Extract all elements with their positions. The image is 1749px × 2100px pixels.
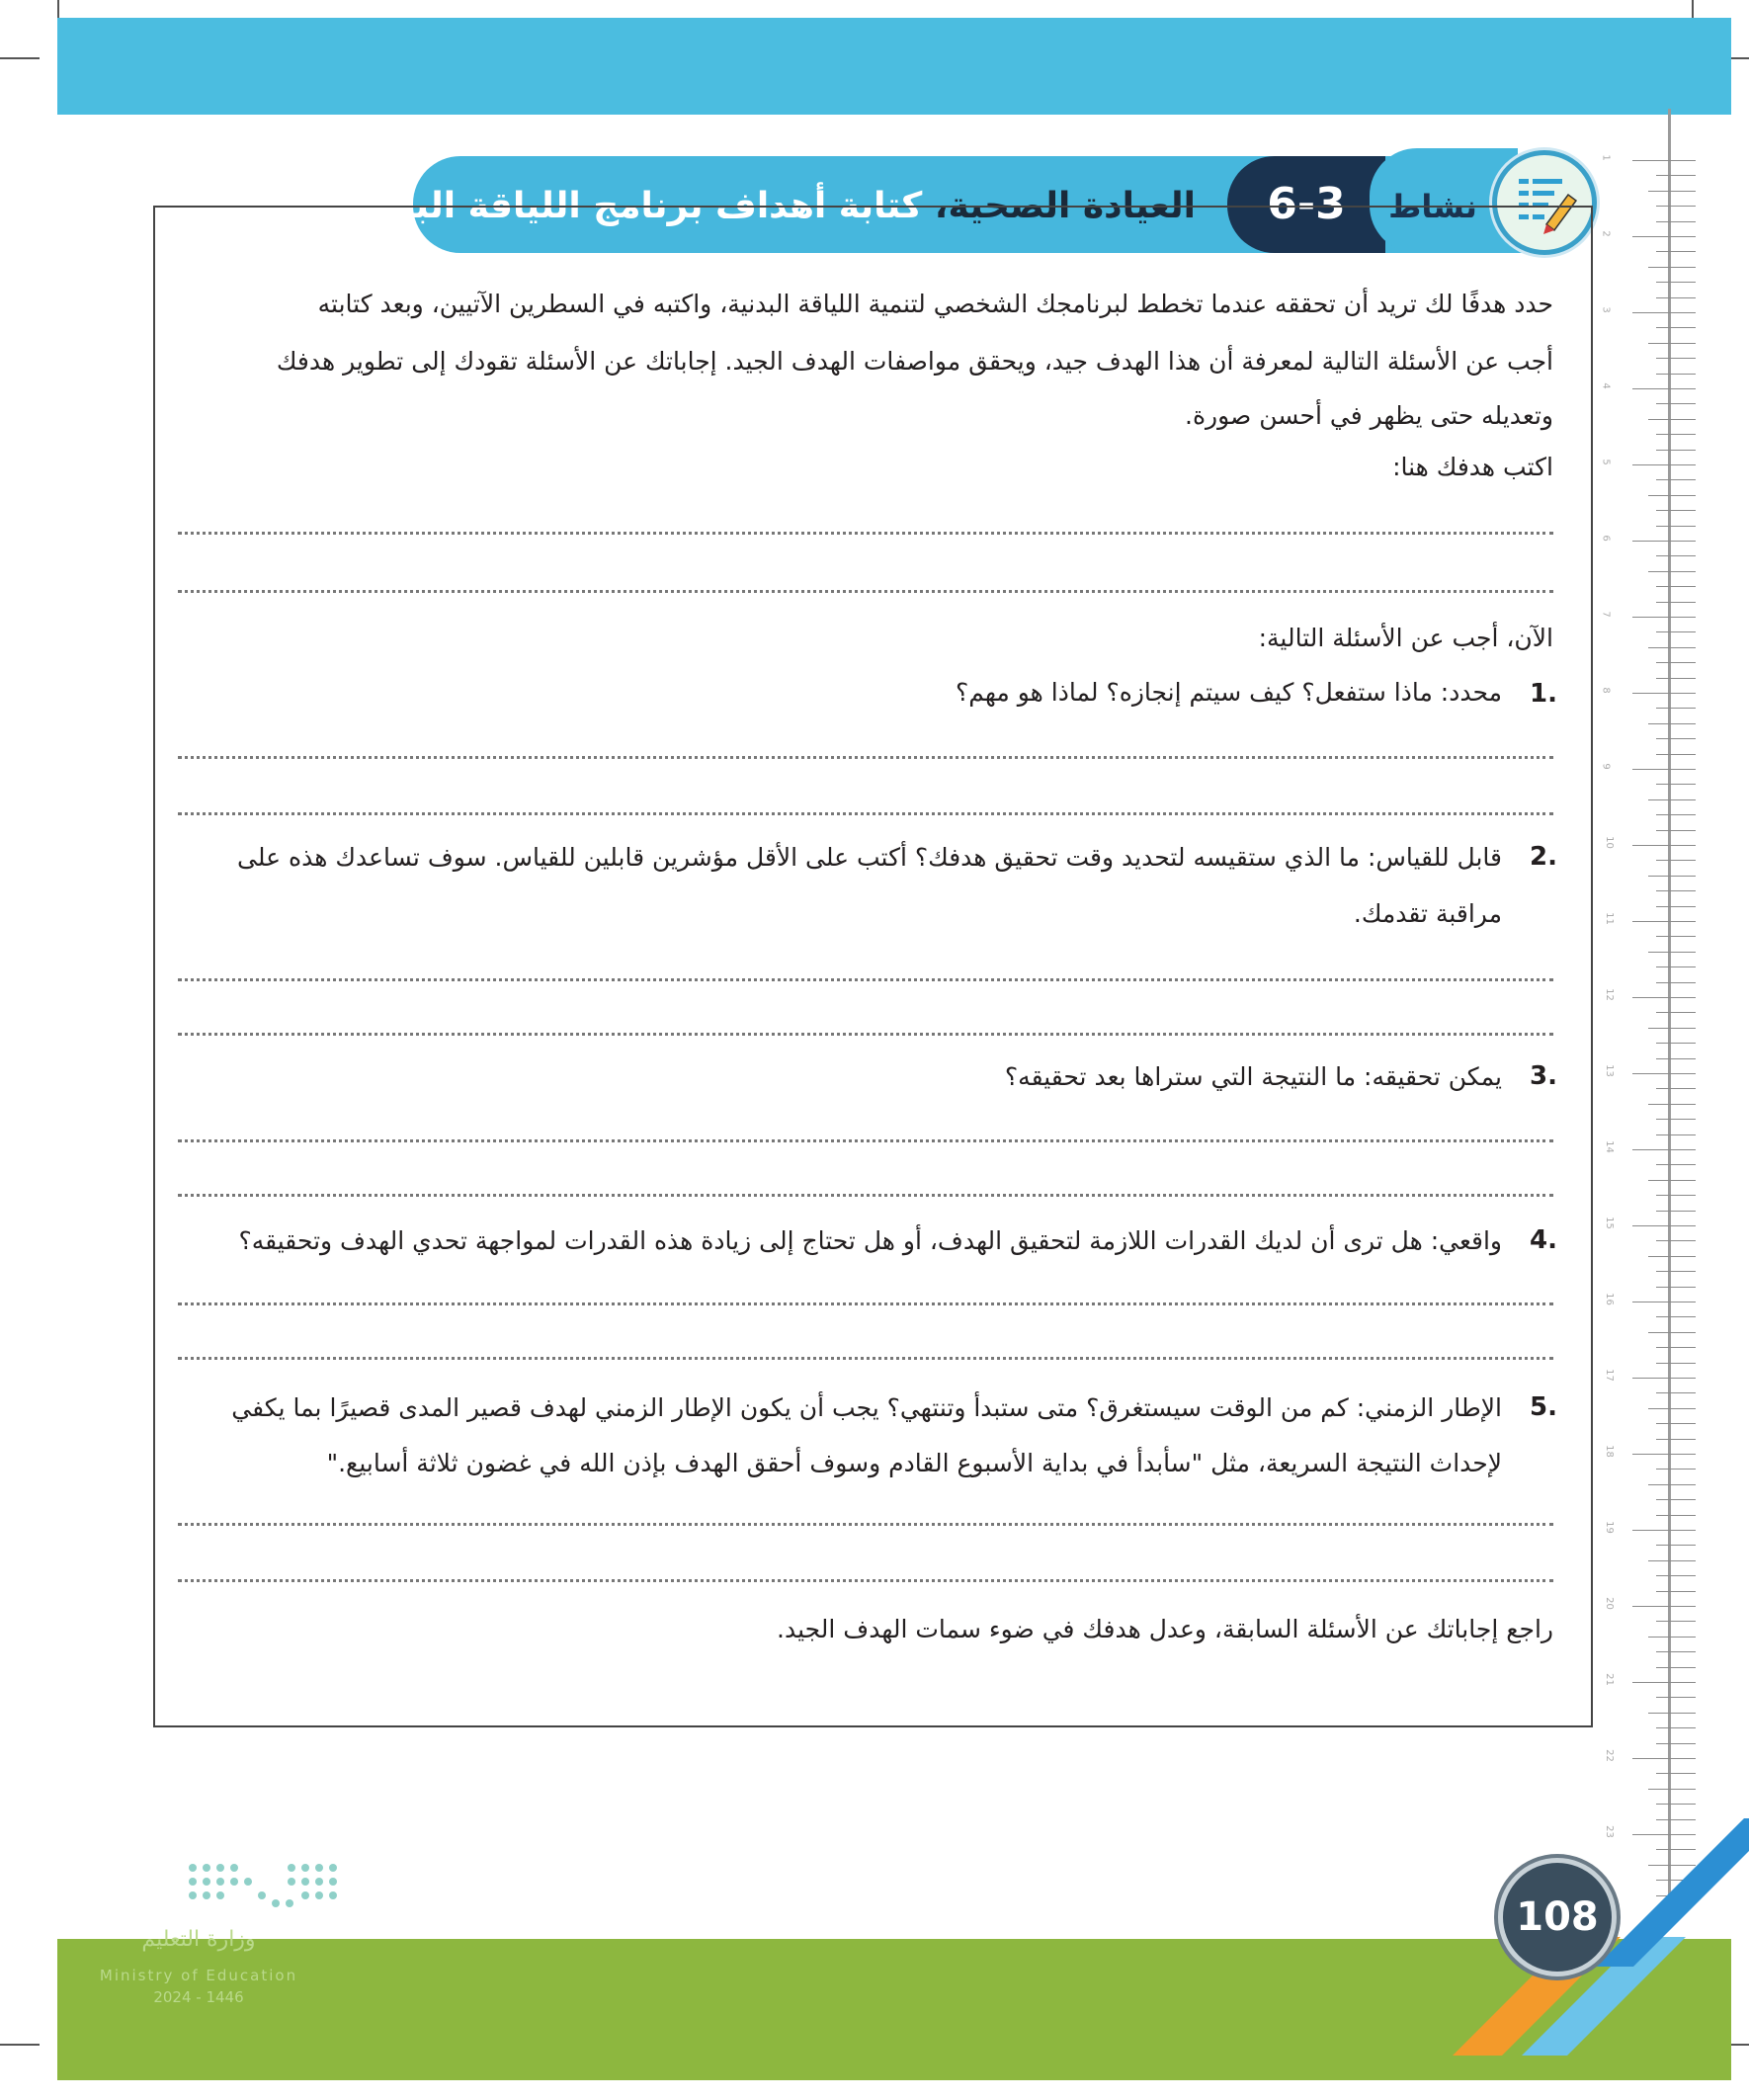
ruler-label: 17 (1603, 1369, 1615, 1382)
question-text: قابل للقياس: ما الذي ستقيسه لتحديد وقت تحقيق هدفك؟ أكتب على الأقل مؤشرين قابلين للقياس. سوف تساعدك هذه على (237, 843, 1502, 872)
ruler-tick (1648, 267, 1696, 268)
ruler-tick (1656, 1347, 1696, 1348)
ruler-tick (1656, 814, 1696, 815)
ruler-tick (1656, 175, 1696, 176)
ruler-tick (1656, 450, 1696, 451)
ruler-tick (1632, 464, 1696, 465)
write-goal-label: اكتب هدفك هنا: (1392, 453, 1553, 481)
ruler-tick (1632, 1149, 1696, 1150)
closing-instruction: راجع إجاباتك عن الأسئلة السابقة، وعدل هدفك في ضوء سمات الهدف الجيد. (777, 1615, 1553, 1643)
ruler-tick (1632, 160, 1696, 161)
answer-line[interactable] (178, 590, 1553, 593)
ruler-tick (1632, 1378, 1696, 1379)
ruler-label: 7 (1600, 611, 1612, 618)
ruler-tick (1632, 1225, 1696, 1226)
ruler-tick (1632, 997, 1696, 998)
ruler-tick (1648, 1713, 1696, 1714)
ruler-tick (1632, 1758, 1696, 1759)
ruler-tick (1632, 769, 1696, 770)
answer-line[interactable] (178, 1139, 1553, 1142)
ruler-label: 20 (1603, 1597, 1615, 1610)
ruler-label: 23 (1603, 1825, 1615, 1838)
ruler-tick (1656, 1119, 1696, 1120)
ruler-label: 14 (1603, 1140, 1615, 1153)
ruler-tick (1656, 221, 1696, 222)
ruler-label: 15 (1603, 1217, 1615, 1229)
ruler-tick (1656, 1667, 1696, 1668)
ruler-tick (1656, 1499, 1696, 1500)
question-text: محدد: ماذا ستفعل؟ كيف سيتم إنجازه؟ لماذا هو مهم؟ (955, 678, 1502, 707)
ruler-tick (1648, 1332, 1696, 1333)
ruler-tick (1656, 206, 1696, 207)
ruler-tick (1656, 860, 1696, 861)
ruler-label: 5 (1600, 459, 1612, 465)
ruler-tick (1656, 1134, 1696, 1135)
question-number: 3. (1530, 1061, 1557, 1091)
ruler-tick (1648, 876, 1696, 877)
ruler-label: 9 (1600, 763, 1612, 770)
question-text: واقعي: هل ترى أن لديك القدرات اللازمة لتحقيق الهدف، أو هل تحتاج إلى زيادة هذه القدرات لمواجهة تحدي الهدف وتحقيقه؟ (238, 1226, 1502, 1255)
ruler-tick (1656, 555, 1696, 556)
ruler-tick (1656, 890, 1696, 891)
ruler-tick (1656, 526, 1696, 527)
ruler-tick (1632, 1454, 1696, 1455)
intro-line: أجب عن الأسئلة التالية لمعرفة أن هذا الهدف جيد، ويحقق مواصفات الهدف الجيد. إجاباتك عن الأسئلة تقودك إلى تطوير هدفك (276, 347, 1553, 376)
ruler-tick (1656, 1363, 1696, 1364)
ruler-tick (1648, 571, 1696, 572)
crop-mark (0, 57, 40, 59)
ruler-tick (1632, 1682, 1696, 1683)
ruler-tick (1656, 830, 1696, 831)
ruler-tick (1656, 1697, 1696, 1698)
ruler-tick (1656, 1575, 1696, 1576)
ruler-tick (1648, 799, 1696, 800)
question-text: يمكن تحقيقه: ما النتيجة التي ستراها بعد تحقيقه؟ (1004, 1062, 1502, 1091)
ruler-tick (1648, 952, 1696, 953)
ruler-tick (1656, 708, 1696, 709)
answer-line[interactable] (178, 532, 1553, 535)
answer-line[interactable] (178, 756, 1553, 759)
ruler-label: 8 (1600, 687, 1612, 694)
ruler-label: 12 (1603, 988, 1615, 1001)
ruler-tick (1648, 495, 1696, 496)
ruler-tick (1656, 1012, 1696, 1013)
side-ruler (1593, 109, 1697, 1917)
ruler-tick (1656, 602, 1696, 603)
ruler-tick (1656, 251, 1696, 252)
crop-mark (57, 0, 59, 20)
ruler-label: 13 (1603, 1064, 1615, 1077)
ruler-tick (1656, 982, 1696, 983)
intro-line: وتعديله حتى يظهر في أحسن صورة. (1185, 401, 1553, 430)
ruler-tick (1632, 541, 1696, 542)
question-number: 1. (1530, 679, 1557, 709)
ruler-tick (1656, 1773, 1696, 1774)
top-color-band (57, 18, 1731, 115)
ruler-tick (1656, 631, 1696, 632)
ruler-tick (1656, 784, 1696, 785)
ruler-tick (1656, 510, 1696, 511)
ruler-label: 10 (1603, 836, 1615, 849)
ministry-name-ar: وزارة التعليم (141, 1927, 256, 1952)
ruler-tick (1656, 1287, 1696, 1288)
questions-intro: الآن، أجب عن الأسئلة التالية: (1258, 624, 1553, 652)
content-frame (153, 206, 1593, 1727)
answer-line[interactable] (178, 1523, 1553, 1526)
ruler-tick (1656, 1164, 1696, 1165)
ruler-label: 3 (1600, 306, 1612, 313)
ruler-tick (1656, 1195, 1696, 1196)
ruler-tick (1648, 1028, 1696, 1029)
ruler-tick (1632, 1073, 1696, 1074)
intro-line: حدد هدفًا لك تريد أن تحققه عندما تخطط لبرنامجك الشخصي لتنمية اللياقة البدنية، واكتبه في السطرين الآتيين، وبعد كتابته (317, 290, 1553, 318)
ruler-tick (1656, 1271, 1696, 1272)
ruler-tick (1656, 662, 1696, 663)
ruler-tick (1656, 327, 1696, 328)
ruler-tick (1648, 343, 1696, 344)
ruler-tick (1656, 374, 1696, 375)
question-text: الإطار الزمني: كم من الوقت سيستغرق؟ متى ستبدأ وتنتهي؟ يجب أن يكون الإطار الزمني لهدف قصير المدى قصيرًا بما يكفي (231, 1393, 1502, 1422)
ruler-tick (1656, 906, 1696, 907)
ruler-tick (1648, 723, 1696, 724)
question-text: لإحداث النتيجة السريعة، مثل "سأبدأ في بداية الأسبوع القادم وسوف أحقق الهدف بإذن الله في غضون ثلاثة أسابيع." (326, 1449, 1502, 1477)
ruler-tick (1656, 1211, 1696, 1212)
ruler-label: 18 (1603, 1445, 1615, 1458)
ruler-label: 1 (1600, 154, 1612, 161)
ruler-tick (1632, 845, 1696, 846)
answer-line[interactable] (178, 1194, 1553, 1197)
ruler-tick (1648, 1104, 1696, 1105)
activity-title-bold: العيادة الصحية، (934, 186, 1196, 226)
answer-line[interactable] (178, 812, 1553, 815)
ruler-tick (1632, 388, 1696, 389)
ruler-label: 21 (1603, 1673, 1615, 1686)
ruler-tick (1656, 936, 1696, 937)
question-number: 5. (1530, 1392, 1557, 1422)
ruler-label: 22 (1603, 1749, 1615, 1762)
footer-green-band (57, 1939, 1731, 2080)
ruler-tick (1656, 1651, 1696, 1652)
ruler-tick (1656, 1849, 1696, 1850)
ruler-tick (1656, 754, 1696, 755)
ruler-tick (1648, 1180, 1696, 1181)
ruler-tick (1656, 1240, 1696, 1241)
ruler-label: 16 (1603, 1293, 1615, 1305)
ruler-label: 2 (1600, 230, 1612, 237)
answer-line[interactable] (178, 1357, 1553, 1360)
ruler-tick (1632, 921, 1696, 922)
ruler-tick (1656, 282, 1696, 283)
ruler-tick (1656, 1423, 1696, 1424)
ruler-tick (1656, 678, 1696, 679)
ministry-logo-icon (183, 1858, 351, 1917)
ruler-tick (1632, 617, 1696, 618)
ruler-tick (1632, 1606, 1696, 1607)
ruler-label: 11 (1603, 912, 1615, 925)
ruler-tick (1656, 1819, 1696, 1820)
ruler-label: 19 (1603, 1521, 1615, 1534)
question-number: 4. (1530, 1225, 1557, 1255)
activity-number: 6-3 (1267, 179, 1346, 229)
ruler-tick (1632, 1530, 1696, 1531)
ruler-tick (1656, 1804, 1696, 1805)
ministry-year: 2024 - 1446 (153, 1988, 244, 2006)
ruler-tick (1648, 1408, 1696, 1409)
ruler-tick (1656, 358, 1696, 359)
activity-label: نشاط (1388, 188, 1477, 225)
question-number: 2. (1530, 842, 1557, 872)
ruler-tick (1648, 191, 1696, 192)
ruler-tick (1648, 647, 1696, 648)
ruler-tick (1656, 966, 1696, 967)
ruler-tick (1632, 236, 1696, 237)
ruler-tick (1648, 1484, 1696, 1485)
ruler-tick (1656, 1727, 1696, 1728)
ruler-label: 6 (1600, 535, 1612, 542)
answer-line[interactable] (178, 1033, 1553, 1036)
ruler-tick (1632, 693, 1696, 694)
ruler-tick (1648, 1865, 1696, 1866)
ruler-tick (1632, 1834, 1696, 1835)
ruler-tick (1648, 1637, 1696, 1638)
answer-line[interactable] (178, 978, 1553, 981)
answer-line[interactable] (178, 1302, 1553, 1305)
answer-line[interactable] (178, 1579, 1553, 1582)
ruler-tick (1656, 403, 1696, 404)
ruler-tick (1656, 1743, 1696, 1744)
ruler-tick (1632, 312, 1696, 313)
ruler-tick (1656, 738, 1696, 739)
ruler-tick (1656, 1621, 1696, 1622)
ruler-tick (1656, 297, 1696, 298)
ruler-tick (1656, 434, 1696, 435)
ruler-tick (1656, 1545, 1696, 1546)
ruler-tick (1656, 1439, 1696, 1440)
activity-title-rest: كتابة أهداف برنامج اللياقة البدنية (345, 186, 923, 226)
page-number: 108 (1516, 1894, 1599, 1940)
crop-mark (1692, 0, 1694, 20)
ruler-tick (1648, 1256, 1696, 1257)
ruler-tick (1648, 1560, 1696, 1561)
ruler-tick (1656, 1469, 1696, 1470)
question-text: مراقبة تقدمك. (1353, 899, 1502, 928)
ruler-tick (1656, 1043, 1696, 1044)
ministry-name-en: Ministry of Education (99, 1967, 298, 1984)
ruler-tick (1656, 1316, 1696, 1317)
ruler-tick (1656, 1088, 1696, 1089)
ruler-tick (1656, 1392, 1696, 1393)
ruler-tick (1656, 479, 1696, 480)
ruler-tick (1656, 1591, 1696, 1592)
ruler-tick (1656, 1058, 1696, 1059)
ruler-tick (1656, 1515, 1696, 1516)
ruler-tick (1648, 419, 1696, 420)
crop-mark (0, 2044, 40, 2046)
ruler-tick (1648, 1789, 1696, 1790)
ruler-tick (1656, 586, 1696, 587)
ruler-label: 4 (1600, 382, 1612, 389)
